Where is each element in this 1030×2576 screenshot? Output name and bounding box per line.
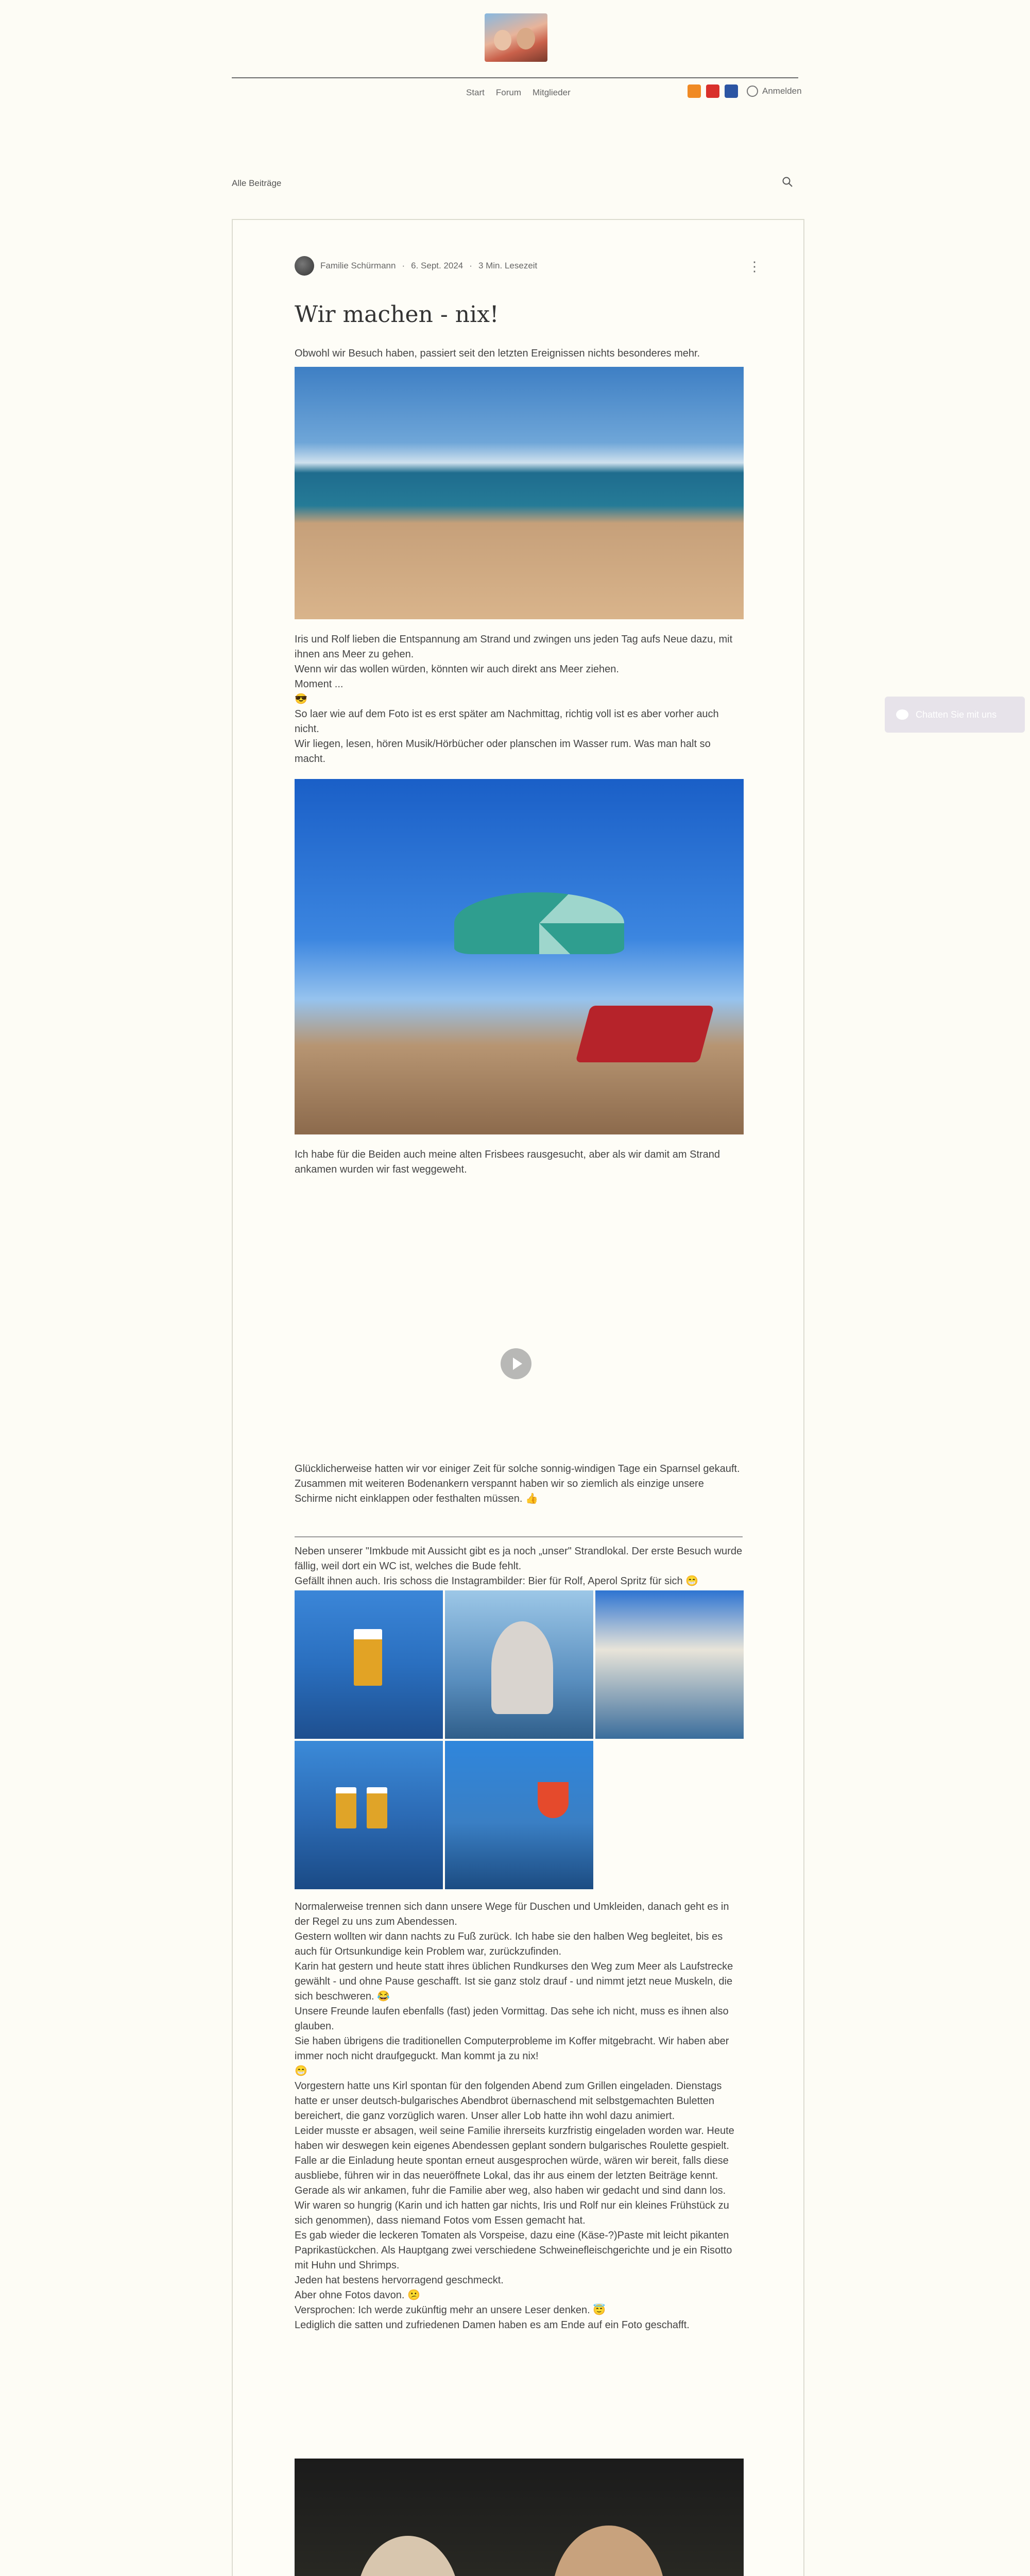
site-logo[interactable]	[485, 13, 547, 62]
login-label: Anmelden	[762, 86, 802, 96]
paragraph-2: Iris und Rolf lieben die Entspannung am Strand und zwingen uns jeden Tag aufs Neue dazu, mit ihnen ans Meer zu gehen. Wenn wir das wollen würden, könnten wir auch direkt ans Meer ziehen. Moment ... 😎 So laer wie auf dem Foto ist es erst später am Nachmittag, richtig voll ist es aber vorher auch nicht. Wir liegen, lesen, hören Musik/Hörbücher oder planschen im Wasser rum. Was man halt so macht.	[295, 634, 733, 765]
paragraph-1: Obwohl wir Besuch haben, passiert seit den letzten Ereignissen nichts besonderes mehr.	[295, 348, 700, 359]
gallery-two-beers[interactable]	[295, 1741, 443, 1889]
gallery-woman[interactable]	[445, 1590, 593, 1739]
nav-forum[interactable]: Forum	[495, 88, 522, 97]
post-meta	[295, 256, 537, 276]
chat-button[interactable]	[885, 697, 1025, 733]
author-name[interactable]: Familie Schürmann	[320, 261, 396, 270]
nav-members[interactable]: Mitglieder	[533, 88, 571, 97]
meta-separator: ·	[469, 261, 472, 270]
main-nav	[466, 88, 571, 98]
more-options-icon[interactable]: ⋮	[748, 259, 762, 274]
header-divider	[232, 77, 798, 78]
paragraph-4: Glücklicherweise hatten wir vor einiger Zeit für solche sonnig-windigen Tage ein Sparnsel gekauft. Zusammen mit weiteren Bodenankern verspannt haben wir so ziemlich als einzige unsere Schirme nicht einklappen oder festhalten müssen. 👍	[295, 1463, 740, 1504]
login-button[interactable]	[747, 86, 802, 97]
beer-glass	[367, 1787, 387, 1828]
social-links	[688, 84, 738, 98]
paragraph-3: Ich habe für die Beiden auch meine alten Frisbees rausgesucht, aber als wir damit am Strand ankamen wurden wir fast weggeweht.	[295, 1149, 720, 1175]
person	[491, 1621, 553, 1714]
all-posts-link[interactable]: Alle Beiträge	[232, 178, 282, 188]
read-time: 3 Min. Lesezeit	[478, 261, 538, 270]
beach-photo-1[interactable]	[295, 367, 744, 619]
paragraph-5: Neben unserer "Imkbude mit Aussicht gibt es ja noch „unser" Strandlokal. Der erste Besuch wurde fällig, weil dort ein WC ist, welches die Bude fehlt. Gefällt ihnen auch. Iris schoss die Instagrambilder: Bier für Rolf, Aperol Spritz für sich 😁	[295, 1546, 743, 1587]
youtube-icon[interactable]	[706, 84, 719, 98]
beach-photo-umbrella[interactable]	[295, 779, 744, 1134]
paragraph-6: Normalerweise trennen sich dann unsere Wege für Duschen und Umkleiden, danach geht es in der Regel zu uns zum Abendessen. Gestern wollten wir dann nachts zu Fuß zurück. Ich habe sie den halben Weg begleitet, bis es auch für Ortsunkundige kein Problem war, zurückzufinden. Karin hat gestern und heute statt ihres üblichen Rundkurses den Weg zum Meer als Laufstrecke gewählt - und ohne Pause geschafft. Ist sie ganz stolz drauf - und nimmt jetzt neue Muskeln, die sich beschweren. 😂 Unsere Freunde laufen ebenfalls (fast) jeden Vormittag. Das sehe ich nicht, muss es ihnen also glauben. Sie haben übrigens die traditionellen Computerprobleme im Koffer mitgebracht. Wir haben aber immer noch nicht draufgeguckt. Man kommt ja zu nix! 😁 Vorgestern hatte uns Kirl spontan für den folgenden Abend zum Grillen eingeladen. Dienstags hatte er unser deutsch-bulgarisches Abendbrot übernaschend mit selbstgemachten Buletten bereichert, die ganz vorzüglich waren. Unser aller Lob hatte ihn wohl dazu animiert. Leider musste er absagen, weil seine Familie ihrerseits kurzfristig eingeladen worden war. Heute haben wir deswegen kein eigenes Abendessen geplant sondern bulgarisches Roulette gespielt. Falle ar die Einladung heute spontan erneut ausgesprochen würde, wären wir bereit, falls diese ausbliebe, führen wir in das neueröffnete Lokal, das ihr aus einem der letzten Beiträge kennt. Gerade als wir ankamen, fuhr die Familie aber weg, also haben wir gedacht und sind dann los. Wir waren so hungrig (Karin und ich hatten gar nichts, Iris und Rolf nur ein kleines Frühstück zu sich genommen), dass niemand Fotos vom Essen gemacht hat. Es gab wieder die leckeren Tomaten als Vorspeise, dazu eine (Käse-?)Paste mit leicht pikanten Paprikastückchen. Als Hauptgang zwei verschiedene Schweinefleischgerichte und je ein Risotto mit Huhn und Shrimps. Jeden hat bestens hervorragend geschmeckt. Aber ohne Fotos davon. 😕 Versprochen: Ich werde zukünftig mehr an unsere Leser denken. 😇 Lediglich die satten und zufriedenen Damen haben es am Ende auf ein Foto geschafft.	[295, 1901, 734, 2331]
umbrella	[454, 892, 624, 954]
play-icon[interactable]	[501, 1348, 531, 1379]
gallery-man[interactable]	[595, 1590, 744, 1739]
beach-chair	[575, 1006, 714, 1062]
beer-glass	[354, 1629, 382, 1686]
logo-face-1	[494, 30, 511, 50]
logo-face-2	[517, 28, 535, 49]
post-title: Wir machen - nix!	[295, 301, 499, 328]
dinner-photo[interactable]	[295, 2459, 744, 2576]
spritz-glass	[538, 1782, 569, 1818]
rss-icon[interactable]	[688, 84, 701, 98]
chat-bubble-icon	[896, 709, 908, 720]
meta-separator: ·	[402, 261, 405, 270]
woman-2	[552, 2526, 665, 2576]
woman-1	[356, 2536, 459, 2576]
user-icon	[747, 86, 758, 97]
author-avatar[interactable]	[295, 256, 314, 276]
content-divider	[295, 1536, 743, 1537]
facebook-icon[interactable]	[725, 84, 738, 98]
beer-glass	[336, 1787, 356, 1828]
search-icon[interactable]	[782, 176, 793, 188]
gallery-beer[interactable]	[295, 1590, 443, 1739]
post-date: 6. Sept. 2024	[411, 261, 464, 270]
gallery-spritz[interactable]	[445, 1741, 593, 1889]
chat-label: Chatten Sie mit uns	[916, 709, 997, 720]
nav-start[interactable]: Start	[466, 88, 485, 97]
post-card	[232, 219, 804, 2576]
